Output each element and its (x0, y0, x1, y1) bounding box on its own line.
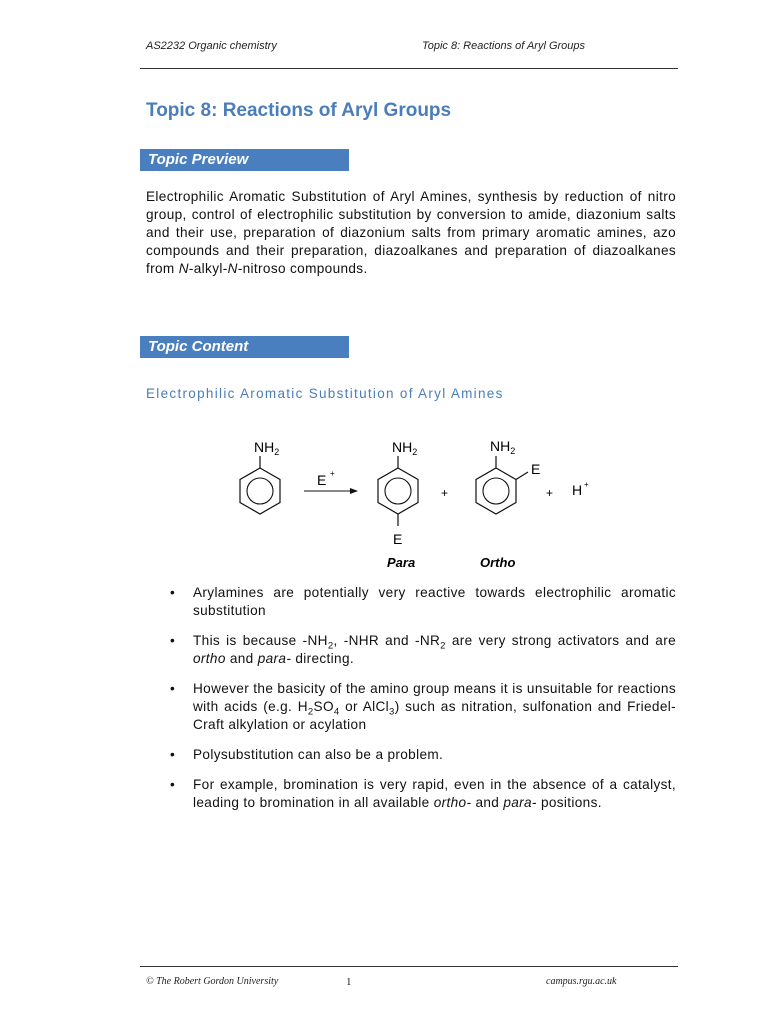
svg-text:E: E (393, 531, 403, 547)
header-rule (140, 68, 678, 69)
svg-text:NH2: $NH_2$ (392, 439, 418, 457)
amine-label: $NH_2$ (254, 439, 280, 457)
topic-preview-heading: Topic Preview (140, 149, 349, 171)
bullet-list (170, 584, 676, 824)
header-course: AS2232 Organic chemistry (146, 40, 277, 52)
list-item: • Polysubstitution can also be a problem. (170, 747, 444, 762)
subheading: Electrophilic Aromatic Substitution of Aryl Amines (146, 386, 504, 401)
footer-copyright: © The Robert Gordon University (146, 976, 279, 987)
svg-text:+: + (546, 486, 554, 500)
reaction-arrow (304, 469, 358, 494)
topic-content-heading: Topic Content (140, 336, 349, 358)
svg-text:E: E (531, 461, 541, 477)
page-title: Topic 8: Reactions of Aryl Groups (146, 100, 452, 121)
list-item: • Arylamines are potentially very reactive towards electrophilic aromatic substitution (170, 585, 676, 618)
electrophile-label: E (317, 472, 327, 488)
para-label: Para (387, 555, 416, 570)
header-topic: Topic 8: Reactions of Aryl Groups (422, 40, 586, 52)
ortho-label: Ortho (480, 555, 516, 570)
plus-sign: + (441, 486, 449, 500)
svg-text:+: + (330, 469, 335, 478)
svg-text:+: + (584, 480, 589, 489)
svg-text:NH2: $NH_2$ (490, 438, 516, 456)
list-item: • This is because $-NH_2$, -NHR and $-NR_2$ are very strong activators and are ortho and para- directing. (170, 633, 676, 666)
list-item: • However the basicity of the amino group means it is unsuitable for reactions with acids (e.g. $H_2SO_4$ or AlCl$_3$) such as nitration, sulfonation and Friedel-Craft alkylation or acylation (170, 681, 676, 732)
preview-paragraph: Electrophilic Aromatic Substitution of Aryl Amines, synthesis by reduction of nitro group, control of electrophilic substitution by conversion to amide, diazonium salts and their use, preparation of diazonium salts from primary aromatic amines, azo compounds and their preparation, diazoalkanes and preparation of diazoalkanes from N-alkyl-N-nitroso compounds. (146, 189, 676, 276)
aniline-structure (240, 439, 280, 514)
list-item: • For example, bromination is very rapid, even in the absence of a catalyst, leading to bromination in all available ortho- and para- positions. (170, 777, 676, 810)
page-number: 1 (346, 976, 352, 988)
footer-rule (140, 966, 678, 967)
reaction-scheme (220, 428, 620, 573)
ortho-product (476, 438, 540, 570)
footer-site: campus.rgu.ac.uk (546, 976, 617, 987)
proton-label: H (572, 482, 583, 498)
para-product (378, 439, 418, 570)
